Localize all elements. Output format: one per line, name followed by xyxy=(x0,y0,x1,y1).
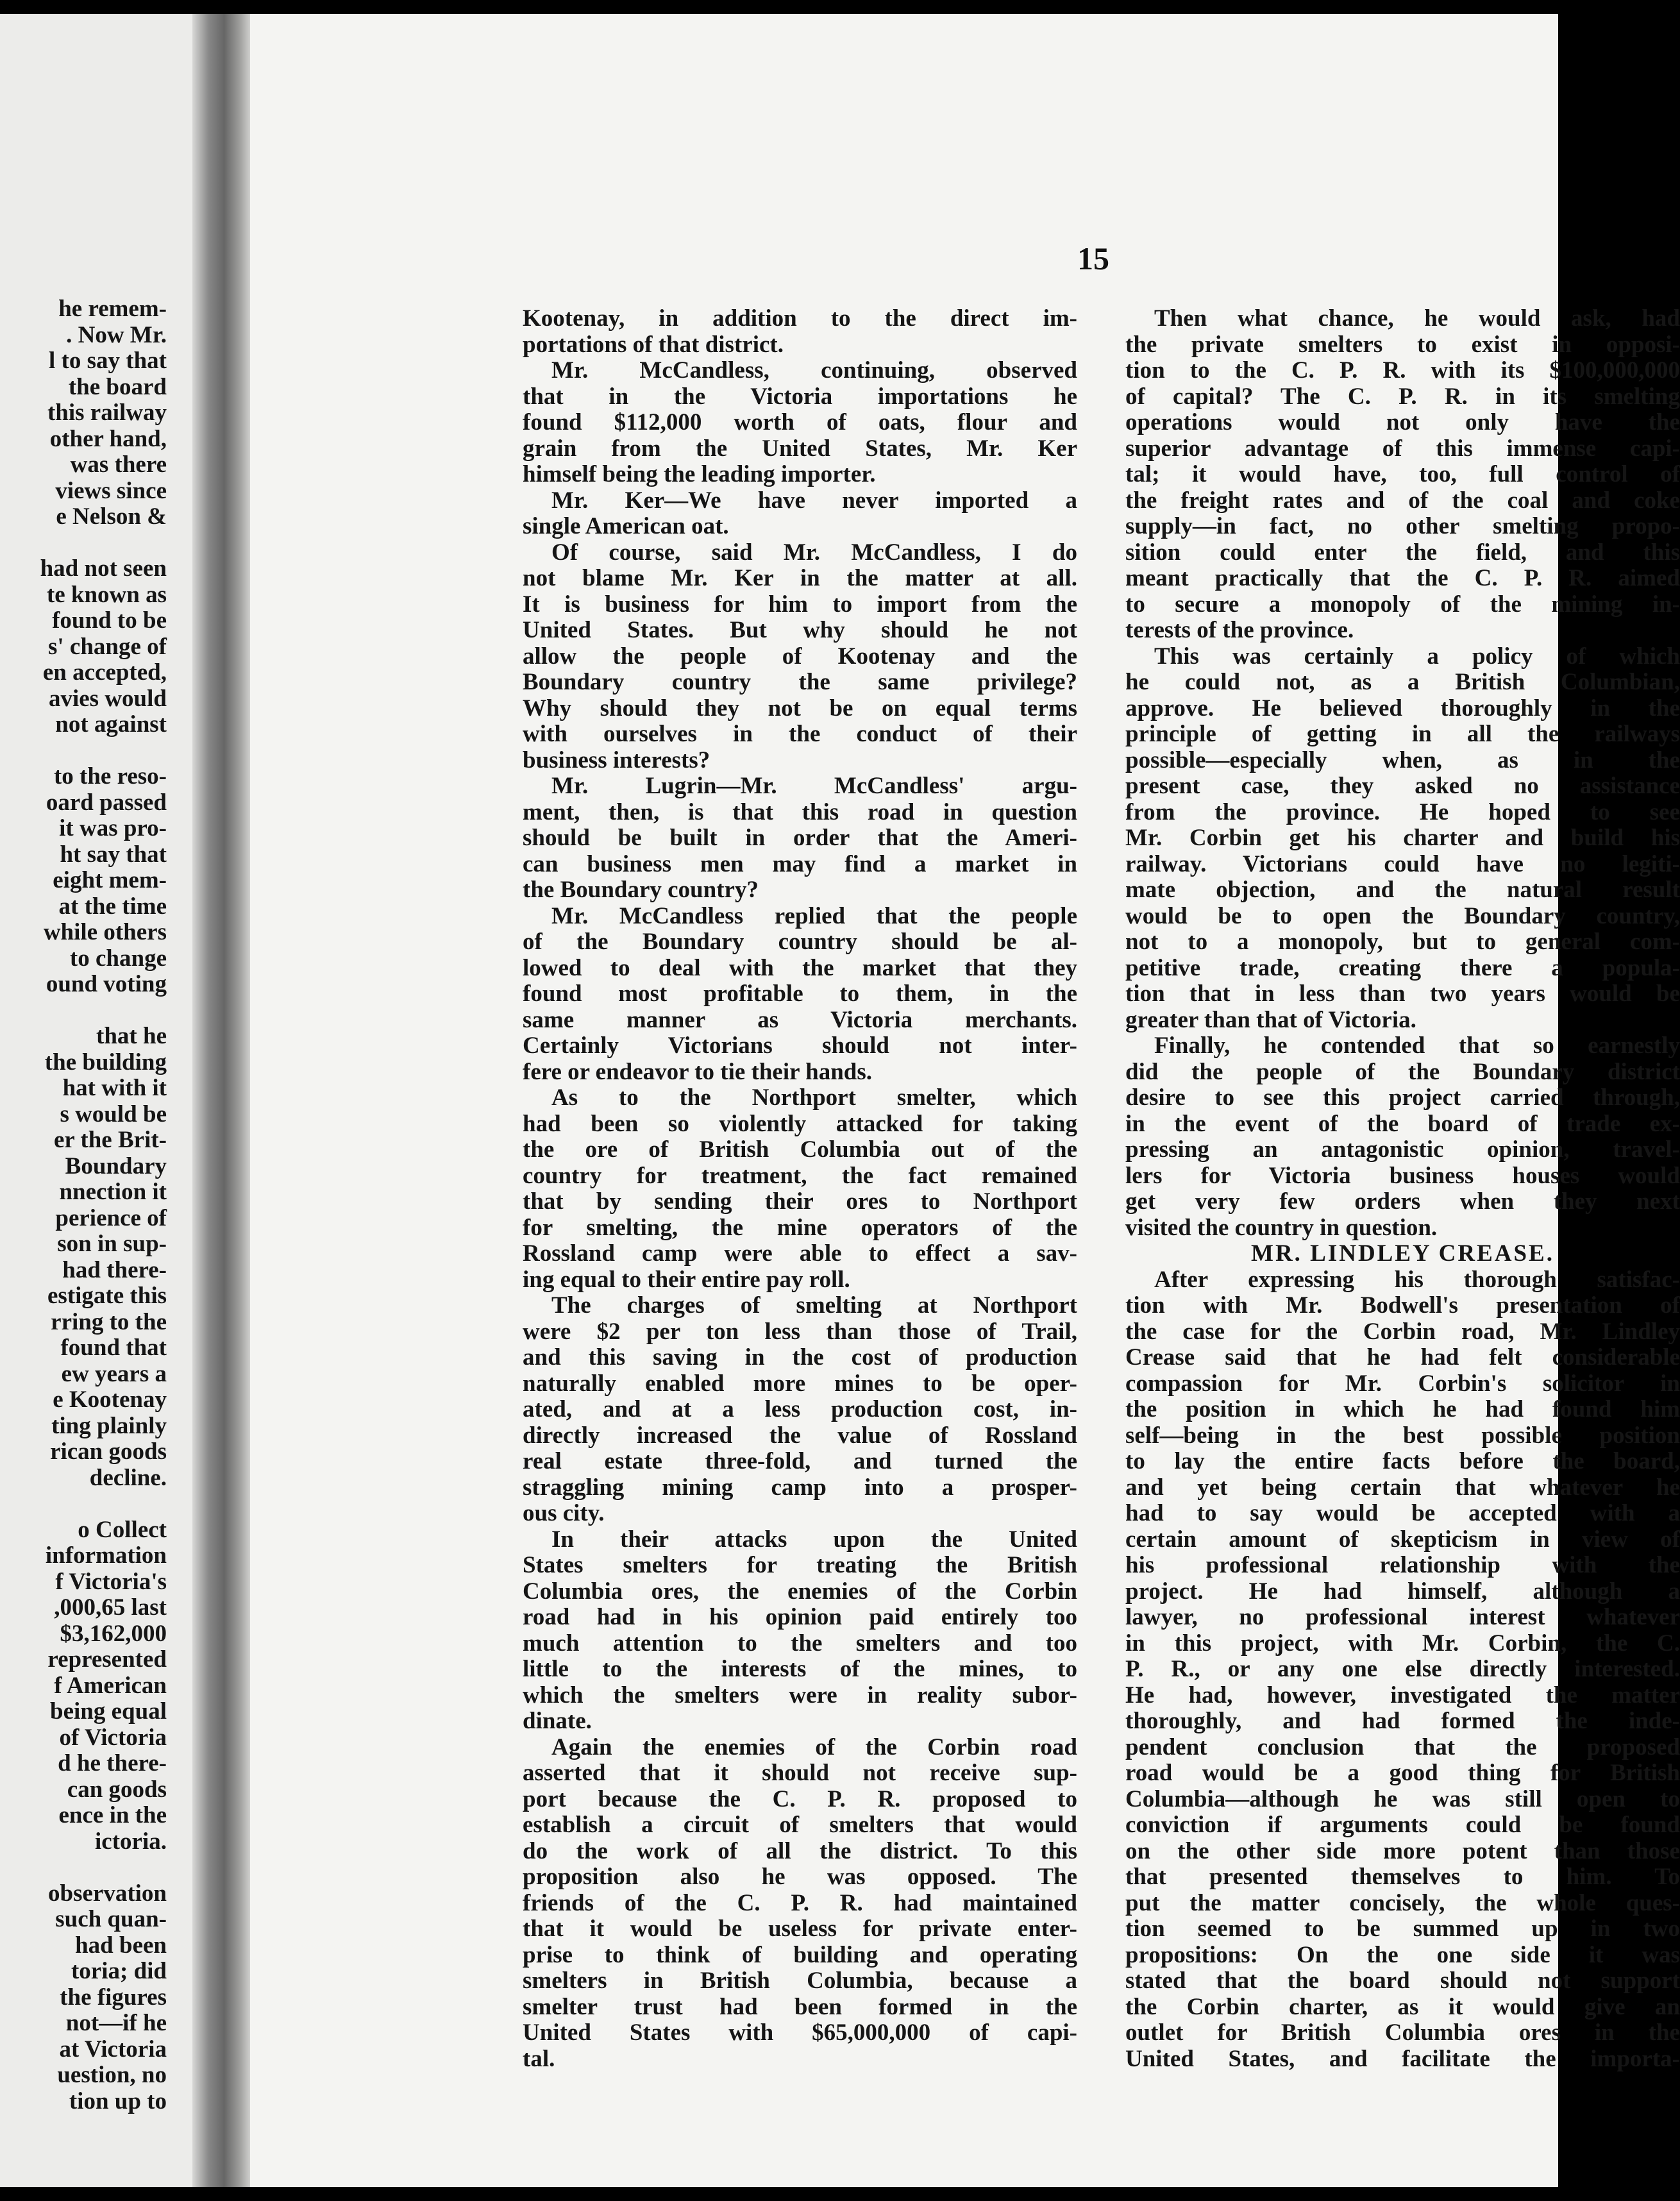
text-line: do the work of all the district. To this xyxy=(523,1837,1077,1864)
text-line: Again the enemies of the Corbin road xyxy=(551,1733,1077,1760)
text-line: Crease said that he had felt considerable xyxy=(1125,1344,1680,1370)
text-line: found most profitable to them, in the xyxy=(523,981,1077,1007)
text-line: compassion for Mr. Corbin's solicitor in xyxy=(1125,1370,1680,1397)
text-line: ated, and at a less production cost, in- xyxy=(523,1396,1077,1422)
text-line: $3,162,000 xyxy=(60,1620,167,1647)
text-line: and this saving in the cost of production xyxy=(523,1344,1077,1370)
text-line: o Collect xyxy=(78,1516,167,1543)
text-line: . Now Mr. xyxy=(66,321,167,348)
text-line: the private smelters to exist in opposi- xyxy=(1125,331,1680,358)
text-line: with ourselves in the conduct of their xyxy=(523,721,1077,747)
text-line: toria; did xyxy=(71,1958,167,1984)
text-line: in this project, with Mr. Corbin, the C. xyxy=(1125,1630,1680,1657)
text-line: Why should they not be on equal terms xyxy=(523,695,1077,721)
text-line: greater than that of Victoria. xyxy=(1125,1006,1416,1033)
text-line: port because the C. P. R. proposed to xyxy=(523,1785,1077,1812)
text-line: lers for Victoria business houses would xyxy=(1125,1162,1680,1189)
text-line: Mr. Lugrin—Mr. McCandless' argu- xyxy=(551,773,1077,799)
text-line: being equal xyxy=(50,1698,167,1725)
text-line: tal. xyxy=(523,2045,555,2072)
text-line: information xyxy=(45,1542,167,1569)
text-line: in the event of the board of trade ex- xyxy=(1125,1110,1680,1137)
text-line: dinate. xyxy=(523,1708,592,1734)
text-line: terests of the province. xyxy=(1125,617,1354,643)
text-line: prise to think of building and operating xyxy=(523,1941,1077,1968)
text-line: supply—in fact, no other smelting propo- xyxy=(1125,513,1680,539)
text-line: ht say that xyxy=(60,841,167,868)
text-line: portations of that district. xyxy=(523,331,784,358)
text-line: er the Brit- xyxy=(53,1127,167,1153)
text-line: meant practically that the C. P. R. aimed xyxy=(1125,565,1680,591)
text-line: ous city. xyxy=(523,1500,605,1526)
text-line: Of course, said Mr. McCandless, I do xyxy=(551,539,1077,566)
text-line: at Victoria xyxy=(59,2036,167,2062)
text-line: which the smelters were in reality subor- xyxy=(523,1682,1077,1708)
text-line: found $112,000 worth of oats, flour and xyxy=(523,409,1077,435)
text-line: the Corbin charter, as it would give an xyxy=(1125,1993,1680,2020)
text-line: he remem- xyxy=(58,296,167,322)
text-line: lawyer, no professional interest whatever xyxy=(1125,1604,1680,1630)
text-line: he could not, as a British Columbian, xyxy=(1125,669,1680,695)
text-line: tion with Mr. Bodwell's presentation of xyxy=(1125,1292,1680,1319)
text-line: had been so violently attacked for taking xyxy=(523,1110,1077,1137)
text-line: smelter trust had been formed in the xyxy=(523,1993,1077,2020)
text-line: self—being in the best possible position xyxy=(1125,1422,1680,1449)
text-line: the ore of British Columbia out of the xyxy=(523,1136,1077,1163)
text-line: views since xyxy=(55,477,167,504)
text-line: hat with it xyxy=(62,1075,167,1101)
text-line: the freight rates and of the coal and coke xyxy=(1125,487,1680,514)
text-line: project. He had himself, although a xyxy=(1125,1578,1680,1605)
text-line: Certainly Victorians should not inter- xyxy=(523,1033,1077,1059)
text-line: oard passed xyxy=(46,789,167,816)
text-line: not blame Mr. Ker in the matter at all. xyxy=(523,565,1077,591)
text-line: while others xyxy=(43,919,167,945)
text-line: road had in his opinion paid entirely too xyxy=(523,1604,1077,1630)
text-line: ound voting xyxy=(46,971,167,997)
text-line: establish a circuit of smelters that would xyxy=(523,1812,1077,1838)
text-line xyxy=(0,738,167,764)
text-line: thoroughly, and had formed the inde- xyxy=(1125,1708,1680,1734)
text-line: e Nelson & xyxy=(56,503,167,530)
text-line: to change xyxy=(69,945,167,972)
text-line: smelters in British Columbia, because a xyxy=(523,1968,1077,1994)
text-line: operations would not only have the xyxy=(1125,409,1680,435)
text-line: tal; it would have, too, full control of xyxy=(1125,461,1680,487)
text-line: to lay the entire facts before the board, xyxy=(1125,1448,1680,1474)
text-line: of Victoria xyxy=(59,1724,167,1751)
text-line: Boundary country the same privilege? xyxy=(523,669,1077,695)
text-line: allow the people of Kootenay and the xyxy=(523,643,1077,670)
text-line: ing equal to their entire pay roll. xyxy=(523,1266,850,1293)
text-line: railway. Victorians could have no legiti- xyxy=(1125,850,1680,877)
text-line: that he xyxy=(96,1023,167,1049)
text-line: conviction if arguments could be found xyxy=(1125,1812,1680,1838)
text-line xyxy=(0,1491,167,1517)
text-line: road would be a good thing for British xyxy=(1125,1760,1680,1786)
text-line: get very few orders when they next xyxy=(1125,1188,1680,1215)
text-line: that by sending their ores to Northport xyxy=(523,1188,1077,1215)
text-line: Mr. McCandless replied that the people xyxy=(551,902,1077,929)
text-line: Kootenay, in addition to the direct im- xyxy=(523,305,1077,332)
right-page xyxy=(250,14,1680,2187)
text-line: on the other side more potent than those xyxy=(1125,1837,1680,1864)
text-line: tion that in less than two years would be xyxy=(1125,981,1680,1007)
text-line: f Victoria's xyxy=(55,1568,167,1595)
text-line: had not seen xyxy=(40,555,167,582)
text-line: straggling mining camp into a prosper- xyxy=(523,1474,1077,1501)
text-line: petitive trade, creating there a popula- xyxy=(1125,954,1680,981)
text-line: did the people of the Boundary district xyxy=(1125,1058,1680,1085)
text-line: sition could enter the field, and this xyxy=(1125,539,1680,566)
text-line: business interests? xyxy=(523,746,710,773)
text-line: grain from the United States, Mr. Ker xyxy=(523,435,1077,462)
text-line: at the time xyxy=(58,893,167,920)
text-line: would be to open the Boundary country, xyxy=(1125,902,1680,929)
text-line: approve. He believed thoroughly in the xyxy=(1125,695,1680,721)
text-line: mate objection, and the natural result xyxy=(1125,877,1680,903)
text-line: tion up to xyxy=(69,2087,167,2114)
text-line: not against xyxy=(55,711,167,738)
text-line: Columbia—although he was still open to xyxy=(1125,1785,1680,1812)
text-line: stated that the board should not support xyxy=(1125,1968,1680,1994)
text-line: country for treatment, the fact remained xyxy=(523,1162,1077,1189)
text-line: the position in which he had found him xyxy=(1125,1396,1680,1422)
text-line: United States with $65,000,000 of capi- xyxy=(523,2020,1077,2046)
text-line: the case for the Corbin road, Mr. Lindley xyxy=(1125,1318,1680,1345)
text-line: outlet for British Columbia ores in the xyxy=(1125,2020,1680,2046)
text-line: proposition also he was opposed. The xyxy=(523,1864,1077,1890)
text-line: can goods xyxy=(67,1776,167,1803)
text-line: friends of the C. P. R. had maintained xyxy=(523,1889,1077,1916)
text-line: asserted that it should not receive sup- xyxy=(523,1760,1077,1786)
text-line: little to the interests of the mines, to xyxy=(523,1656,1077,1682)
section-heading: MR. LINDLEY CREASE. xyxy=(1251,1240,1554,1267)
text-line: single American oat. xyxy=(523,513,729,539)
text-line: After expressing his thorough satisfac- xyxy=(1154,1266,1680,1293)
text-line: this railway xyxy=(47,400,167,426)
text-line: of capital? The C. P. R. in its smelting xyxy=(1125,383,1680,410)
text-line: eight mem- xyxy=(53,867,167,893)
text-line: This was certainly a policy of which xyxy=(1154,643,1680,670)
text-line: ictoria. xyxy=(95,1828,167,1855)
text-line: had to say would be accepted with a xyxy=(1125,1500,1680,1526)
text-line: present case, they asked no assistance xyxy=(1125,773,1680,799)
text-line: pressing an antagonistic opinion, travel- xyxy=(1125,1136,1680,1163)
text-line: not to a monopoly, but to general com- xyxy=(1125,929,1680,955)
text-line: his professional relationship with the xyxy=(1125,1552,1680,1578)
text-line: s' change of xyxy=(48,633,167,660)
text-line: In their attacks upon the United xyxy=(551,1526,1077,1553)
text-line: It is business for him to import from the xyxy=(523,591,1077,618)
text-line: can business men may find a market in xyxy=(523,850,1077,877)
text-line: represented xyxy=(47,1646,167,1673)
text-line: United States. But why should he not xyxy=(523,617,1077,643)
text-line: that presented themselves to him. To xyxy=(1125,1864,1680,1890)
text-line: the figures xyxy=(60,1984,167,2011)
text-line: should be built in order that the Ameri- xyxy=(523,825,1077,851)
text-line: estigate this xyxy=(47,1283,167,1309)
text-line: of the Boundary country should be al- xyxy=(523,929,1077,955)
left-page-text xyxy=(0,296,167,2114)
text-line: that it would be useless for private enter- xyxy=(523,1916,1077,1942)
text-line: The charges of smelting at Northport xyxy=(551,1292,1077,1319)
text-line: ment, then, is that this road in question xyxy=(523,798,1077,825)
text-line: lowed to deal with the market that they xyxy=(523,954,1077,981)
text-line: to secure a monopoly of the mining in- xyxy=(1125,591,1680,618)
text-line: States smelters for treating the British xyxy=(523,1552,1077,1578)
text-line: tion to the C. P. R. with its $100,000,000 xyxy=(1125,357,1680,384)
text-line: rring to the xyxy=(51,1308,167,1335)
text-line: United States, and facilitate the importa- xyxy=(1125,2045,1680,2072)
text-line: decline. xyxy=(89,1464,167,1491)
text-line: avies would xyxy=(48,685,167,712)
text-line: Rossland camp were able to effect a sav- xyxy=(523,1240,1077,1267)
text-line: were $2 per ton less than those of Trail, xyxy=(523,1318,1077,1345)
text-line: Mr. Corbin get his charter and build his xyxy=(1125,825,1680,851)
text-line: not—if he xyxy=(65,2010,167,2036)
text-line: naturally enabled more mines to be oper- xyxy=(523,1370,1077,1397)
text-line: ting plainly xyxy=(51,1412,167,1439)
text-line: found to be xyxy=(52,607,167,634)
text-line: f American xyxy=(54,1672,167,1699)
text-line: pendent conclusion that the proposed xyxy=(1125,1733,1680,1760)
text-line: for smelting, the mine operators of the xyxy=(523,1214,1077,1241)
text-line: He had, however, investigated the matter xyxy=(1125,1682,1680,1708)
text-line: that in the Victoria importations he xyxy=(523,383,1077,410)
text-line: nnection it xyxy=(59,1179,167,1205)
text-line: rican goods xyxy=(50,1438,167,1465)
text-line: himself being the leading importer. xyxy=(523,461,876,487)
text-line: from the province. He hoped to see xyxy=(1125,798,1680,825)
text-line: tion seemed to be summed up in two xyxy=(1125,1916,1680,1942)
text-line: observation xyxy=(48,1880,167,1907)
text-line: perience of xyxy=(55,1204,167,1231)
text-line: real estate three-fold, and turned the xyxy=(523,1448,1077,1474)
book-gutter xyxy=(192,14,250,2187)
text-line: e Kootenay xyxy=(53,1387,167,1413)
text-line: te known as xyxy=(46,581,167,608)
text-line: As to the Northport smelter, which xyxy=(551,1084,1077,1111)
text-line: ew years a xyxy=(61,1360,167,1387)
text-line: directly increased the value of Rossland xyxy=(523,1422,1077,1449)
text-line: had there- xyxy=(62,1256,167,1283)
text-column-2 xyxy=(1125,306,1680,2072)
text-line: same manner as Victoria merchants. xyxy=(523,1006,1077,1033)
text-line xyxy=(0,530,167,557)
text-line: desire to see this project carried through, xyxy=(1125,1084,1680,1111)
text-column-1 xyxy=(523,306,1077,2072)
text-line: the Boundary country? xyxy=(523,877,759,903)
text-line: and yet being certain that whatever he xyxy=(1125,1474,1680,1501)
text-line: l to say that xyxy=(49,348,167,374)
text-line: to the reso- xyxy=(53,763,167,789)
text-line: ence in the xyxy=(58,1802,167,1828)
text-line: the board xyxy=(68,373,167,400)
text-line xyxy=(0,1855,167,1881)
text-line: propositions: On the one side it was xyxy=(1125,1941,1680,1968)
text-line: superior advantage of this immense capi- xyxy=(1125,435,1680,462)
text-line: s would be xyxy=(60,1100,167,1127)
text-line: certain amount of skepticism in view of xyxy=(1125,1526,1680,1553)
text-line: uestion, no xyxy=(57,2062,167,2088)
text-line: Columbia ores, the enemies of the Corbin xyxy=(523,1578,1077,1605)
text-line: Then what chance, he would ask, had xyxy=(1154,305,1680,332)
text-line: principle of getting in all the railways xyxy=(1125,721,1680,747)
text-line: had been xyxy=(75,1932,167,1959)
text-line: P. R., or any one else directly interested. xyxy=(1125,1656,1680,1682)
text-line: Mr. Ker—We have never imported a xyxy=(551,487,1077,514)
left-page-fragment xyxy=(0,14,192,2187)
text-line: the building xyxy=(44,1049,167,1075)
text-line: put the matter concisely, the whole ques- xyxy=(1125,1889,1680,1916)
text-line: fere or endeavor to tie their hands. xyxy=(523,1058,873,1085)
text-line: much attention to the smelters and too xyxy=(523,1630,1077,1657)
text-line: other hand, xyxy=(49,425,167,452)
text-line: Boundary xyxy=(65,1152,167,1179)
page-number: 15 xyxy=(1077,240,1109,276)
text-line: possible—especially when, as in the xyxy=(1125,746,1680,773)
text-line: Finally, he contended that so earnestly xyxy=(1154,1033,1680,1059)
text-line: en accepted, xyxy=(42,659,167,686)
text-line: found that xyxy=(60,1335,167,1361)
text-line: such quan- xyxy=(55,1906,167,1932)
text-line: it was pro- xyxy=(59,815,167,841)
text-line: d he there- xyxy=(58,1750,167,1776)
text-line xyxy=(0,998,167,1024)
text-line: ,000,65 last xyxy=(54,1594,167,1621)
text-line: son in sup- xyxy=(57,1231,167,1257)
text-line: Mr. McCandless, continuing, observed xyxy=(551,357,1077,384)
text-line: was there xyxy=(70,451,167,478)
text-line: visited the country in question. xyxy=(1125,1214,1438,1241)
